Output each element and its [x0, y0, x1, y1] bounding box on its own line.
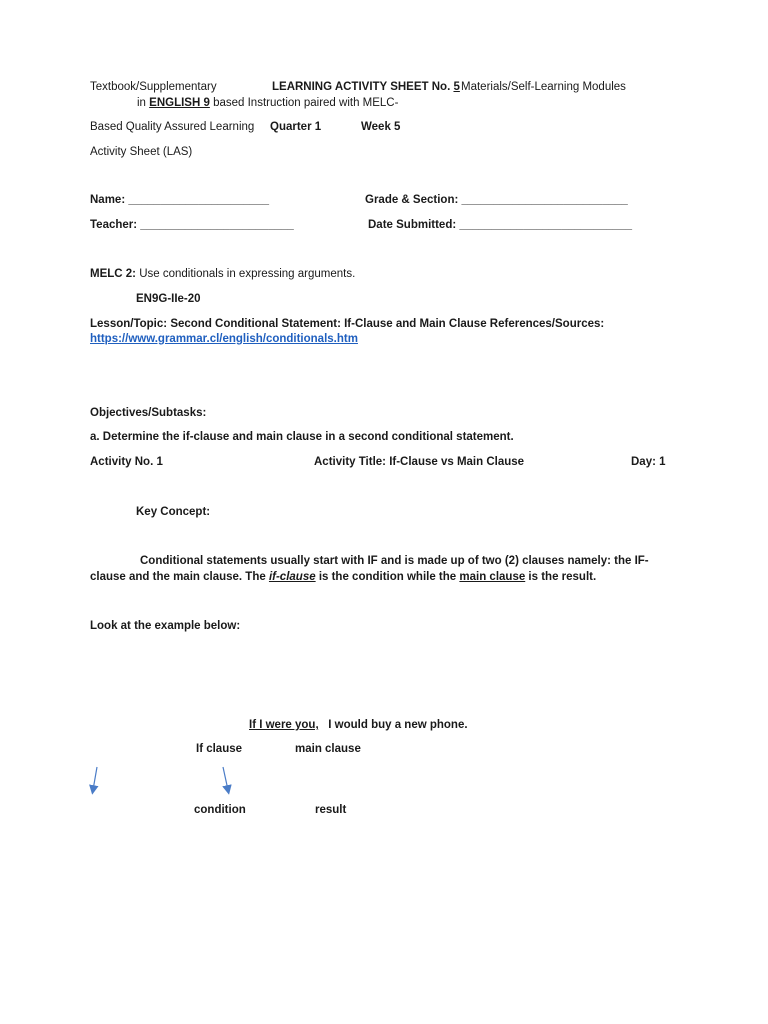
key-concept-paragraph: [90, 553, 680, 585]
melc-label: MELC 2:: [90, 268, 136, 280]
label-result: result: [315, 804, 347, 816]
header-line3-left: Based Quality Assured Learning: [90, 121, 255, 133]
example-sentence: [249, 718, 468, 732]
activity-title: Activity Title: If-Clause vs Main Clause: [314, 456, 525, 468]
activity-number: Activity No. 1: [90, 456, 163, 468]
reference-link[interactable]: https://www.grammar.cl/english/conditionals.htm: [90, 333, 358, 345]
week: Week 5: [361, 121, 401, 133]
date-submitted-field[interactable]: Date Submitted: ___________________________: [368, 219, 633, 231]
lesson-text: Second Conditional Statement: If-Clause and Main Clause References/Sources:: [170, 318, 605, 330]
header-line1-title: [272, 80, 460, 94]
kc-part3: is the result.: [525, 571, 597, 583]
label-main-clause: main clause: [295, 743, 361, 755]
example-if-part: If I were you,: [249, 719, 319, 731]
objectives-heading: Objectives/Subtasks:: [90, 407, 207, 419]
quarter: Quarter 1: [270, 121, 322, 133]
sheet-number: 5: [453, 81, 460, 93]
arrow-if-clause: [223, 767, 228, 790]
label-condition: condition: [194, 804, 246, 816]
name-field[interactable]: Name: ______________________: [90, 194, 270, 206]
label-if-clause: If clause: [196, 743, 243, 755]
kc-part2: is the condition while the: [315, 571, 460, 583]
arrow-left: [93, 767, 97, 790]
kc-if-clause: if-clause: [268, 571, 316, 583]
header-line1-left: Textbook/Supplementary: [90, 81, 217, 93]
activity-sheet-label: Activity Sheet (LAS): [90, 146, 193, 158]
melc-text: Use conditionals in expressing arguments.: [139, 268, 356, 280]
key-concept-heading: Key Concept:: [136, 506, 211, 518]
example-main-part: I would buy a new phone.: [328, 719, 468, 731]
melc: [90, 267, 355, 281]
grade-section-field[interactable]: Grade & Section: __________________________: [365, 194, 628, 206]
teacher-field[interactable]: Teacher: ________________________: [90, 219, 294, 231]
activity-day: Day: 1: [631, 456, 666, 468]
melc-code: EN9G-IIe-20: [136, 293, 201, 305]
header-line2: [137, 96, 398, 110]
header-line2-prefix: in: [137, 97, 146, 109]
header-line2-suffix: based Instruction paired with MELC-: [213, 97, 399, 109]
example-intro: Look at the example below:: [90, 620, 241, 632]
header-line1-right: Materials/Self-Learning Modules: [461, 81, 626, 93]
kc-main-clause: main clause: [459, 571, 526, 583]
lesson-label: Lesson/Topic:: [90, 318, 168, 330]
kc-part1: Conditional statements usually start with IF and is made up of two (2) clauses namely: the IF-clause and the main clause. The: [90, 555, 649, 583]
sheet-title: LEARNING ACTIVITY SHEET No.: [272, 81, 451, 93]
objective-a: a. Determine the if-clause and main clause in a second conditional statement.: [90, 431, 514, 443]
lesson-topic: [90, 317, 604, 331]
subject: ENGLISH 9: [149, 97, 210, 109]
